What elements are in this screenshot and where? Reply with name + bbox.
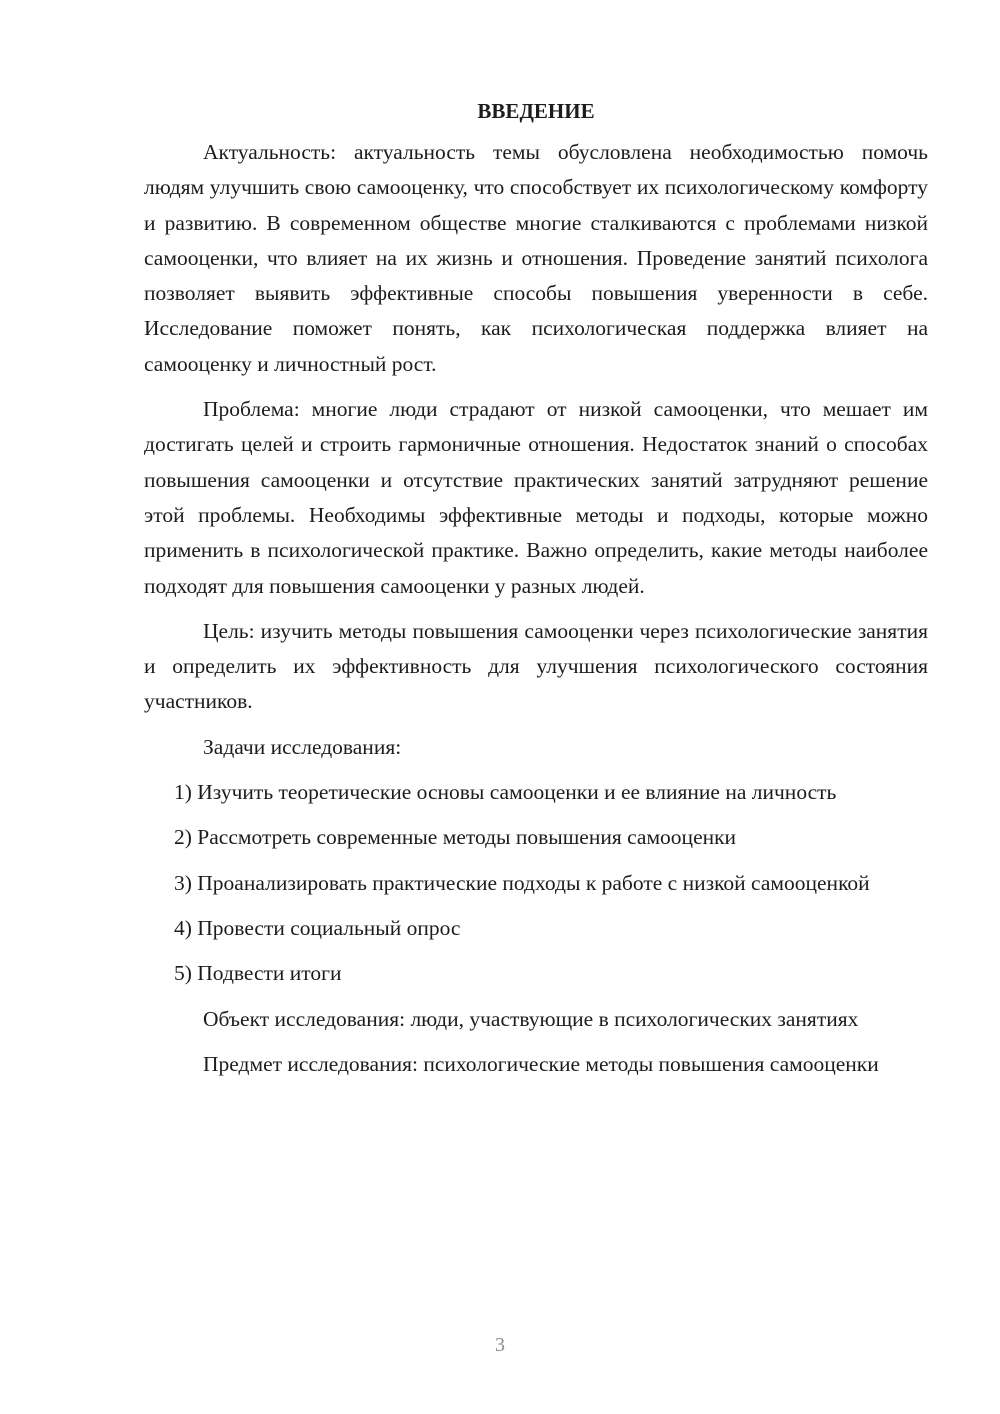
document-page	[144, 94, 928, 1092]
tasks-title: Задачи исследования:	[203, 734, 402, 759]
task-item-1: 1) Изучить теоретические основы самооценки и ее влияние на личность	[174, 780, 837, 805]
task-item-4: 4) Провести социальный опрос	[174, 915, 461, 940]
section-heading: ВВЕДЕНИЕ	[477, 99, 595, 123]
relevance-paragraph: Актуальность: актуальность темы обусловлена необходимостью помочь людям улучшить свою самооценку, что способствует их психологическому комфорту и развитию. В современном обществе многие сталкиваются с проблемами низкой самооценки, что влияет на их жизнь и отношения. Проведение занятий психолога позволяет выявить эффективные способы повышения уверенности в себе. Исследование поможет понять, как психологическая поддержка влияет на самооценку и личностный рост.	[144, 140, 928, 376]
task-item-5: 5) Подвести итоги	[174, 961, 342, 986]
problem-paragraph: Проблема: многие люди страдают от низкой самооценки, что мешает им достигать целей и строить гармоничные отношения. Недостаток знаний о способах повышения самооценки и отсутствие практических занятий затрудняют решение этой проблемы. Необходимы эффективные методы и подходы, которые можно применить в психологической практике. Важно определить, какие методы наиболее подходят для повышения самооценки у разных людей.	[144, 397, 928, 598]
goal-paragraph: Цель: изучить методы повышения самооценки через психологические занятия и определить их эффективность для улучшения психологического состояния участников.	[144, 618, 928, 714]
task-item-3: 3) Проанализировать практические подходы к работе с низкой самооценкой	[174, 870, 870, 895]
object-paragraph: Объект исследования: люди, участвующие в психологических занятиях	[203, 1006, 859, 1031]
page-number: 3	[495, 1334, 505, 1356]
task-item-2: 2) Рассмотреть современные методы повышения самооценки	[174, 825, 737, 850]
subject-paragraph: Предмет исследования: психологические методы повышения самооценки	[203, 1051, 879, 1076]
